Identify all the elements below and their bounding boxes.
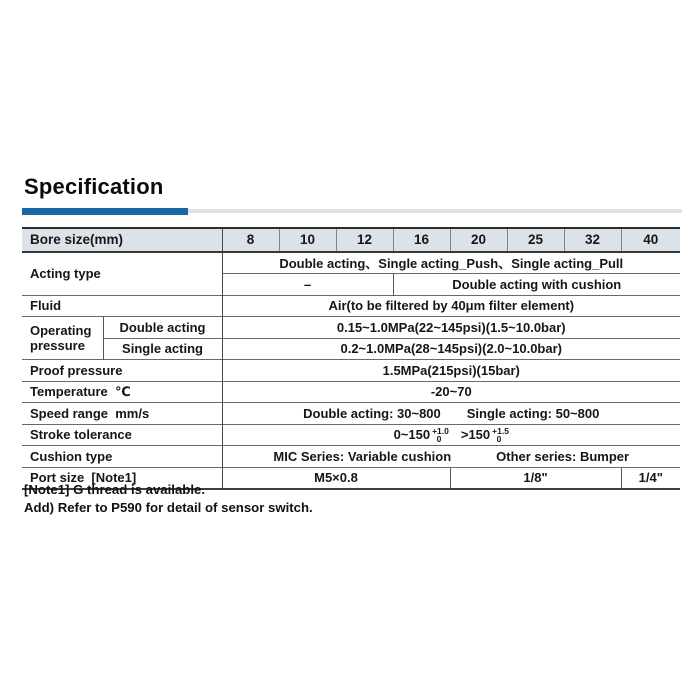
footnotes xyxy=(24,481,313,517)
cushion-type-label: Cushion type xyxy=(22,446,222,468)
proof-pressure-row xyxy=(22,360,680,382)
fluid-label: Fluid xyxy=(22,295,222,317)
temperature-value: -20~70 xyxy=(222,381,680,403)
bore-size-value: 16 xyxy=(393,228,450,252)
title-underline-accent xyxy=(22,208,188,215)
cushion-type-value xyxy=(222,446,680,468)
operating-pressure-label-line1: Operating xyxy=(30,323,92,338)
proof-pressure-label: Proof pressure xyxy=(22,360,222,382)
port-size-mid: 1/8" xyxy=(450,467,621,489)
operating-single-label: Single acting xyxy=(103,338,222,360)
stroke-tolerance-label: Stroke tolerance xyxy=(22,424,222,446)
footnote-2: Add) Refer to P590 for detail of sensor switch. xyxy=(24,500,313,515)
operating-double-value: 0.15~1.0MPa(22~145psi)(1.5~10.0bar) xyxy=(222,317,680,339)
acting-no-cushion-cell: – xyxy=(222,274,393,296)
page-title: Specification xyxy=(24,174,164,199)
acting-with-cushion-cell: Double acting with cushion xyxy=(393,274,680,296)
speed-single-acting: Single acting: 50~800 xyxy=(466,405,600,421)
cushion-other-series: Other series: Bumper xyxy=(496,448,630,464)
operating-pressure-row-single xyxy=(22,338,680,360)
port-size-large: 1/4" xyxy=(621,467,680,489)
operating-pressure-row-double xyxy=(22,317,680,339)
footnote-1: [Note1] G thread is available. xyxy=(24,482,206,497)
port-size-small: M5×0.8 xyxy=(222,467,450,489)
tolerance-upper: +1.5 xyxy=(492,425,509,436)
bore-size-header-row xyxy=(22,228,680,252)
fluid-row xyxy=(22,295,680,317)
stroke-tolerance-2 xyxy=(492,427,509,443)
temperature-label: Temperature ℃ xyxy=(22,381,222,403)
cushion-type-row xyxy=(22,446,680,468)
port-size-label: Port size [Note1] xyxy=(22,467,222,489)
operating-single-value: 0.2~1.0MPa(28~145psi)(2.0~10.0bar) xyxy=(222,338,680,360)
speed-range-value xyxy=(222,403,680,425)
bore-size-value: 12 xyxy=(336,228,393,252)
title-underline-extension xyxy=(188,209,682,213)
fluid-value: Air(to be filtered by 40μm filter element) xyxy=(222,295,680,317)
bore-size-value: 25 xyxy=(507,228,564,252)
specification-table xyxy=(22,227,680,490)
bore-size-value: 40 xyxy=(621,228,680,252)
stroke-tolerance-1 xyxy=(432,427,449,443)
tolerance-lower: 0 xyxy=(496,433,502,444)
stroke-range-1: 0~150 xyxy=(393,426,431,442)
stroke-tolerance-row xyxy=(22,424,680,446)
operating-pressure-label xyxy=(22,317,103,360)
tolerance-lower: 0 xyxy=(436,433,442,444)
acting-type-label: Acting type xyxy=(22,252,222,296)
speed-range-row xyxy=(22,403,680,425)
cushion-mic-series: MIC Series: Variable cushion xyxy=(273,448,452,464)
acting-type-values: Double acting、Single acting_Push、Single acting_Pull xyxy=(222,252,680,274)
speed-range-label: Speed range mm/s xyxy=(22,403,222,425)
proof-pressure-value: 1.5MPa(215psi)(15bar) xyxy=(222,360,680,382)
acting-type-row-1 xyxy=(22,252,680,274)
operating-double-label: Double acting xyxy=(103,317,222,339)
bore-size-value: 10 xyxy=(279,228,336,252)
stroke-range-2: >150 xyxy=(460,426,491,442)
bore-size-value: 8 xyxy=(222,228,279,252)
bore-size-value: 20 xyxy=(450,228,507,252)
speed-double-acting: Double acting: 30~800 xyxy=(303,405,441,421)
tolerance-upper: +1.0 xyxy=(432,425,449,436)
temperature-row xyxy=(22,381,680,403)
bore-size-value: 32 xyxy=(564,228,621,252)
operating-pressure-label-line2: pressure xyxy=(30,338,85,353)
stroke-tolerance-value xyxy=(222,424,680,446)
bore-size-label: Bore size(mm) xyxy=(22,228,222,252)
